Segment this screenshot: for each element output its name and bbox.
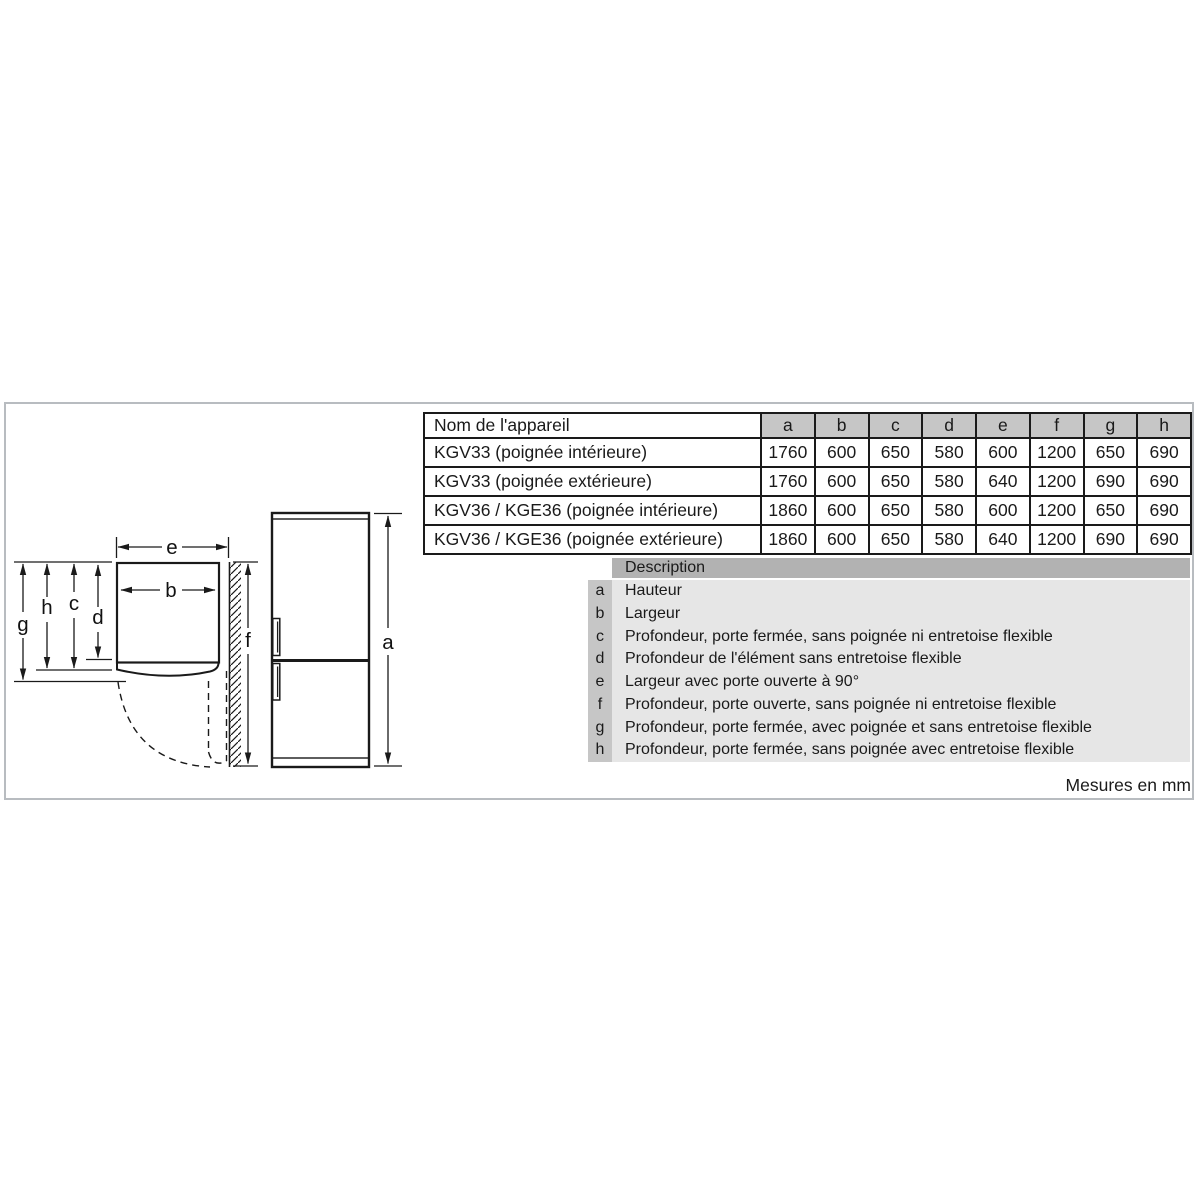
top-view xyxy=(14,536,258,767)
dim-value: 690 xyxy=(1137,438,1191,467)
desc-row xyxy=(588,739,1190,762)
desc-row xyxy=(588,717,1190,740)
description-header: Description xyxy=(612,558,1190,578)
dim-col-header-a: a xyxy=(761,413,815,438)
dim-value: 1200 xyxy=(1030,525,1084,554)
desc-rows xyxy=(588,580,1190,762)
dim-value: 650 xyxy=(1084,438,1138,467)
appliance-name: KGV33 (poignée intérieure) xyxy=(424,438,761,467)
dim-label-g: g xyxy=(17,613,29,636)
dim-value: 1200 xyxy=(1030,438,1084,467)
desc-row xyxy=(588,694,1190,717)
dim-value: 580 xyxy=(922,467,976,496)
appliance-plinth xyxy=(272,758,369,767)
dim-value: 640 xyxy=(976,525,1030,554)
dim-value: 600 xyxy=(815,467,869,496)
table-row xyxy=(424,467,1191,496)
dim-value: 690 xyxy=(1137,496,1191,525)
dim-col-header-g: g xyxy=(1084,413,1138,438)
door-swing-dashed xyxy=(118,671,227,767)
desc-text: Largeur xyxy=(612,603,1190,626)
desc-key: a xyxy=(588,580,612,603)
front-view xyxy=(272,513,402,767)
dim-col-header-d: d xyxy=(922,413,976,438)
table-row xyxy=(424,496,1191,525)
desc-key: d xyxy=(588,648,612,671)
desc-text: Profondeur de l'élément sans entretoise flexible xyxy=(612,648,1190,671)
dim-table-body xyxy=(424,438,1191,554)
dim-value: 580 xyxy=(922,438,976,467)
dim-value: 600 xyxy=(976,438,1030,467)
desc-text: Profondeur, porte fermée, sans poignée avec entretoise flexible xyxy=(612,739,1190,762)
desc-text: Largeur avec porte ouverte à 90° xyxy=(612,671,1190,694)
dim-col-header-f: f xyxy=(1030,413,1084,438)
dim-value: 600 xyxy=(815,525,869,554)
desc-row xyxy=(588,603,1190,626)
appliance-name: KGV36 / KGE36 (poignée extérieure) xyxy=(424,525,761,554)
appliance-name: KGV36 / KGE36 (poignée intérieure) xyxy=(424,496,761,525)
units-note: Mesures en mm xyxy=(1065,775,1191,795)
desc-row xyxy=(588,626,1190,649)
dim-label-f: f xyxy=(245,629,251,652)
table-row xyxy=(424,438,1191,467)
desc-key: f xyxy=(588,694,612,717)
dim-value: 1200 xyxy=(1030,467,1084,496)
dim-value: 1200 xyxy=(1030,496,1084,525)
dimension-diagram xyxy=(5,495,415,805)
dim-value: 640 xyxy=(976,467,1030,496)
dim-value: 690 xyxy=(1084,467,1138,496)
dim-value: 650 xyxy=(1084,496,1138,525)
dim-label-b: b xyxy=(165,579,177,602)
dim-col-header-h: h xyxy=(1137,413,1191,438)
dim-value: 690 xyxy=(1137,525,1191,554)
desc-row xyxy=(588,671,1190,694)
dim-label-e: e xyxy=(166,536,178,559)
dim-col-header-c: c xyxy=(869,413,923,438)
dim-table-title-cell: Nom de l'appareil xyxy=(424,413,761,438)
desc-row xyxy=(588,580,1190,603)
dim-col-header-e: e xyxy=(976,413,1030,438)
dim-value: 1860 xyxy=(761,525,815,554)
dim-value: 650 xyxy=(869,525,923,554)
dim-value: 600 xyxy=(976,496,1030,525)
desc-text: Hauteur xyxy=(612,580,1190,603)
dim-label-a: a xyxy=(382,631,394,654)
desc-key: c xyxy=(588,626,612,649)
desc-key: b xyxy=(588,603,612,626)
appliance-name: KGV33 (poignée extérieure) xyxy=(424,467,761,496)
upper-door-handle xyxy=(273,619,280,656)
dimensions-table xyxy=(423,412,1192,555)
door-closed xyxy=(117,663,219,676)
wall-hatch xyxy=(230,562,241,767)
cabinet-top-view xyxy=(117,563,219,663)
appliance-body xyxy=(272,513,369,767)
table-row xyxy=(424,525,1191,554)
dim-value: 600 xyxy=(815,496,869,525)
dim-col-header-b: b xyxy=(815,413,869,438)
desc-key: e xyxy=(588,671,612,694)
dim-value: 650 xyxy=(869,438,923,467)
dim-value: 650 xyxy=(869,467,923,496)
dim-value: 650 xyxy=(869,496,923,525)
dim-label-c: c xyxy=(68,592,80,615)
dim-table-header-row xyxy=(424,413,1191,438)
dim-value: 580 xyxy=(922,496,976,525)
dim-value: 1860 xyxy=(761,496,815,525)
dim-label-d: d xyxy=(92,606,104,629)
desc-row xyxy=(588,648,1190,671)
dim-label-h: h xyxy=(41,596,53,619)
dim-value: 690 xyxy=(1137,467,1191,496)
dim-value: 600 xyxy=(815,438,869,467)
lower-door-handle xyxy=(273,664,280,701)
dim-value: 1760 xyxy=(761,438,815,467)
dim-value: 580 xyxy=(922,525,976,554)
desc-key: h xyxy=(588,739,612,762)
dim-value: 690 xyxy=(1084,525,1138,554)
desc-text: Profondeur, porte fermée, avec poignée et sans entretoise flexible xyxy=(612,717,1190,740)
dim-value: 1760 xyxy=(761,467,815,496)
desc-text: Profondeur, porte ouverte, sans poignée ni entretoise flexible xyxy=(612,694,1190,717)
desc-text: Profondeur, porte fermée, sans poignée ni entretoise flexible xyxy=(612,626,1190,649)
desc-key: g xyxy=(588,717,612,740)
